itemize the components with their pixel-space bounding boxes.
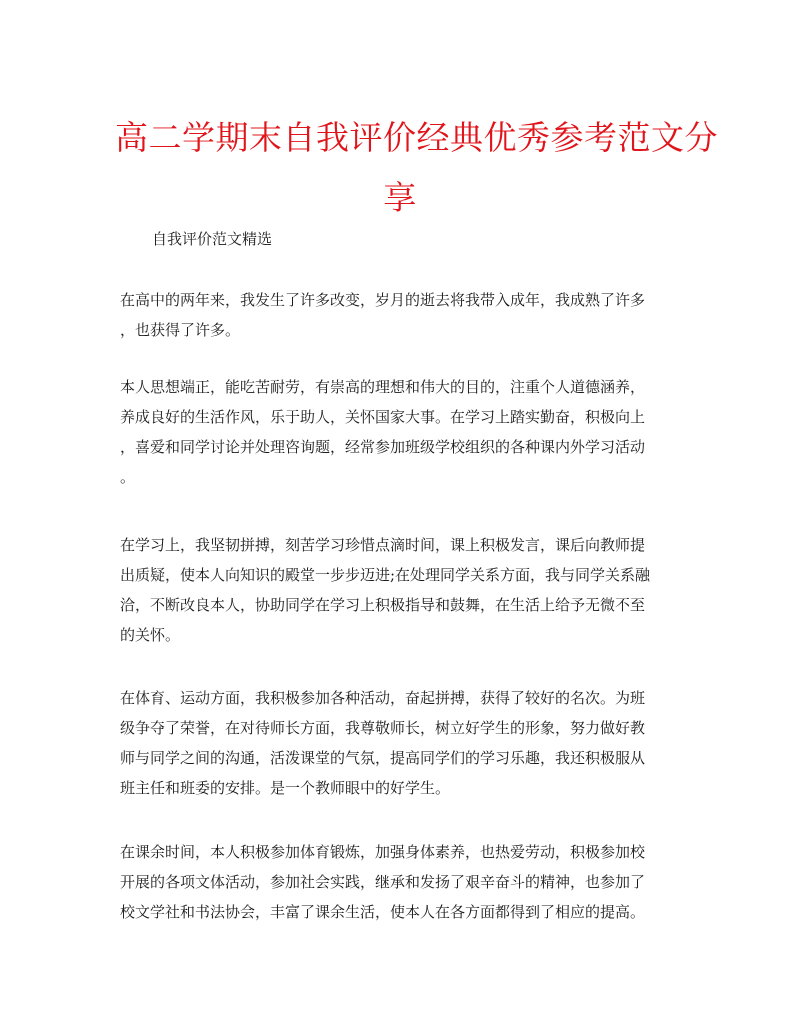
paragraph-line: 在高中的两年来，我发生了许多改变，岁月的逝去将我带入成年，我成熟了许多 xyxy=(120,291,646,309)
paragraph-line: 养成良好的生活作风，乐于助人，关怀国家大事。在学习上踏实勤奋，积极向上 xyxy=(120,408,646,426)
title-line: 高二学期末自我评价经典优秀参考范文分 xyxy=(115,118,718,157)
paragraph-line: 在体育、运动方面，我积极参加各种活动，奋起拼搏，获得了较好的名次。为班 xyxy=(120,689,646,707)
paragraph-line: 在学习上，我坚韧拼搏，刻苦学习珍惜点滴时间，课上积极发言，课后向教师提 xyxy=(120,536,646,554)
document-title xyxy=(115,108,718,228)
paragraph-line: 级争夺了荣誉，在对待师长方面，我尊敬师长，树立好学生的形象，努力做好教 xyxy=(120,719,646,737)
paragraph-line: 。 xyxy=(120,468,136,486)
paragraph-line: 洽，不断改良本人，协助同学在学习上积极指导和鼓舞，在生活上给予无微不至 xyxy=(120,596,646,614)
paragraph xyxy=(120,837,680,927)
paragraph-line: 的关怀。 xyxy=(120,626,181,644)
paragraph-line: 师与同学之间的沟通，活泼课堂的气氛，提高同学们的学习乐趣，我还积极服从 xyxy=(120,749,646,767)
paragraph-line: 班主任和班委的安排。是一个教师眼中的好学生。 xyxy=(120,779,451,797)
paragraph-line: 校文学社和书法协会，丰富了课余生活，使本人在各方面都得到了相应的提高。 xyxy=(120,903,646,921)
paragraph-line: 出质疑，使本人向知识的殿堂一步步迈进;在处理同学关系方面，我与同学关系融 xyxy=(120,566,651,584)
paragraph-line: ，也获得了许多。 xyxy=(120,321,241,339)
paragraph xyxy=(120,372,680,492)
document-subtitle: 自我评价范文精选 xyxy=(152,230,273,248)
paragraph xyxy=(120,530,680,650)
title-line: 享 xyxy=(383,178,417,217)
paragraph xyxy=(120,285,680,345)
paragraph-line: 开展的各项文体活动，参加社会实践，继承和发扬了艰辛奋斗的精神，也参加了 xyxy=(120,873,646,891)
paragraph-line: 在课余时间，本人积极参加体育锻炼，加强身体素养，也热爱劳动，积极参加校 xyxy=(120,843,646,861)
paragraph xyxy=(120,683,680,803)
paragraph-line: 本人思想端正，能吃苦耐劳，有崇高的理想和伟大的目的，注重个人道德涵养， xyxy=(120,378,646,396)
paragraph-line: ，喜爱和同学讨论并处理咨询题，经常参加班级学校组织的各种课内外学习活动 xyxy=(120,438,646,456)
